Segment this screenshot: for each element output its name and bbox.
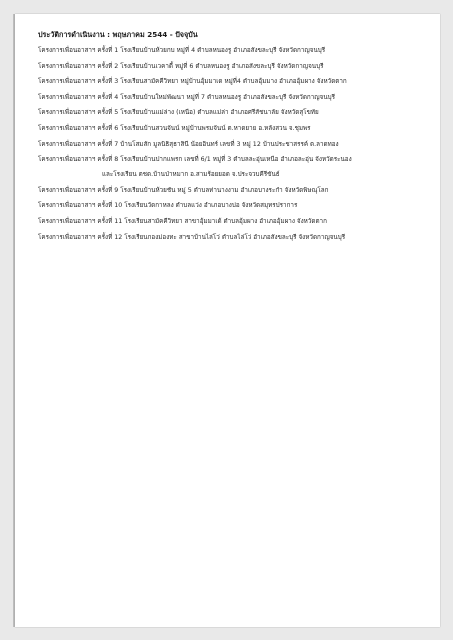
list-item xyxy=(38,234,428,242)
list-item-text: โครงการเพื่อนอาสาฯ ครั้งที่ 11 โรงเรียนสามัคคีวิทยา สาขาอุ้มมาเด้ ตำบลอุ้มผาง อำเภออุ้มผาง จังหวัดตาก xyxy=(38,217,327,225)
document-title: ประวัติการดำเนินงาน : พฤษภาคม 2544 - ปัจจุบัน xyxy=(38,30,198,39)
project-history-list xyxy=(38,47,428,242)
list-item xyxy=(38,156,428,179)
list-item-text: โครงการเพื่อนอาสาฯ ครั้งที่ 4 โรงเรียนบ้านใหม่พัฒนา หมู่ที่ 7 ตำบลหนองรู อำเภอสังขละบุรี จังหวัดกาญจนบุรี xyxy=(38,93,336,101)
list-item-text: โครงการเพื่อนอาสาฯ ครั้งที่ 1 โรงเรียนบ้านห้วยกบ หมู่ที่ 4 ตำบลหนองรู อำเภอสังขละบุรี จังหวัดกาญจนบุรี xyxy=(38,47,326,54)
list-item xyxy=(38,218,428,226)
list-item-text: โครงการเพื่อนอาสาฯ ครั้งที่ 5 โรงเรียนบ้านแม่ล่าง (เหนือ) ตำบลแม่ล่า อำเภอศรีสัชนาลัย จังหวัดสุโขทัย xyxy=(38,109,319,117)
list-item xyxy=(38,47,428,55)
list-item-text: โครงการเพื่อนอาสาฯ ครั้งที่ 2 โรงเรียนบ้านเวคาดี้ หมู่ที่ 6 ตำบลหนองรู อำเภอสังขละบุรี จังหวัดกาญจนบุรี xyxy=(38,62,324,70)
list-item-continuation: และโรงเรียน ตชด.บ้านป่าหมาก อ.สามร้อยยอด จ.ประจวบคีรีขันธ์ xyxy=(102,171,280,179)
list-item-text: โครงการเพื่อนอาสาฯ ครั้งที่ 10 โรงเรียนวัดกาหลง ตำบลแว่ง อำเภอบางบ่อ จังหวัดสมุทรปราการ xyxy=(38,202,298,210)
list-item xyxy=(38,78,428,86)
list-item xyxy=(38,141,428,149)
list-item-text: โครงการเพื่อนอาสาฯ ครั้งที่ 3 โรงเรียนสามัคคีวิทยา หมู่บ้านอุ้มมาเด หมู่ที่4 ตำบลอุ้มมาง อำเภออุ้มผาง จังหวัดตาก xyxy=(38,78,347,86)
list-item xyxy=(38,94,428,102)
list-item-text: โครงการเพื่อนอาสาฯ ครั้งที่ 7 บ้านโสมสัก มูลนิธิสุธาสินี น้อยอินทร์ เลขที่ 3 หมู่ 12 บ้านประชาสรรค์ ต.ลาดทอง xyxy=(38,140,339,148)
list-item xyxy=(38,187,428,195)
document-content xyxy=(38,30,428,249)
list-item-text: โครงการเพื่อนอาสาฯ ครั้งที่ 6 โรงเรียนบ้านสวนจันน์ หมู่บ้านพรมจันน์ ต.หาดยาย อ.หลังสวน จ.ชุมพร xyxy=(38,124,311,132)
list-item-text: โครงการเพื่อนอาสาฯ ครั้งที่ 9 โรงเรียนบ้านห้วยชัน หมู่ 5 ตำบลท่านางงาม อำเภอบางระกำ จังหวัดพิษณุโลก xyxy=(38,186,329,194)
list-item xyxy=(38,125,428,133)
list-item-text: โครงการเพื่อนอาสาฯ ครั้งที่ 12 โรงเรียนกองม่องทะ สาขาบ้านไล่โว่ ตำบลไล่โว่ อำเภอสังขละบุรี จังหวัดกาญจนบุรี xyxy=(38,233,346,241)
list-item xyxy=(38,202,428,210)
list-item xyxy=(38,63,428,71)
list-item-text: โครงการเพื่อนอาสาฯ ครั้งที่ 8 โรงเรียนบ้านปากแพรก เลขที่ 6/1 หมู่ที่ 3 ตำบลละอุ่นเหนือ อำเภอละอุ่น จังหวัดระนอง xyxy=(38,156,352,164)
list-item xyxy=(38,109,428,117)
